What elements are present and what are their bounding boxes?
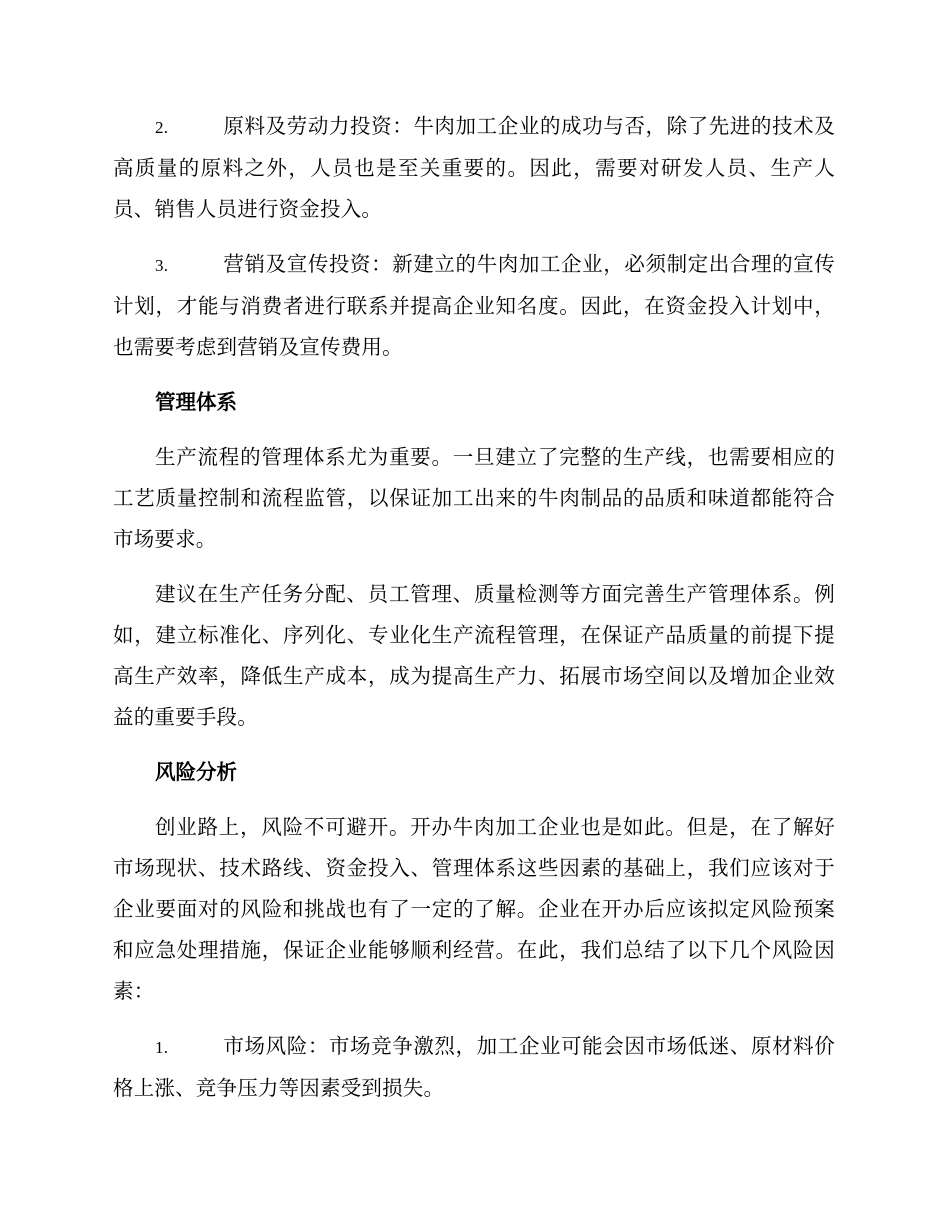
list-item-text: 原料及劳动力投资：牛肉加工企业的成功与否，除了先进的技术及高质量的原料之外，人员也是至关重要的。因此，需要对研发人员、生产人员、销售人员进行资金投入。 [113, 114, 835, 221]
list-number: 1. [155, 1038, 169, 1057]
list-item-text: 市场风险：市场竞争激烈，加工企业可能会因市场低迷、原材料价格上涨、竞争压力等因素受到损失。 [113, 1034, 835, 1100]
document-page [113, 106, 835, 1123]
list-item-risk-1 [113, 1026, 835, 1109]
section-heading-management: 管理体系 [155, 390, 237, 414]
paragraph-management-1: 生产流程的管理体系尤为重要。一旦建立了完整的生产线，也需要相应的工艺质量控制和流程监管，以保证加工出来的牛肉制品的品质和味道都能符合市场要求。 [113, 445, 835, 551]
list-item-investment-3 [113, 244, 835, 368]
paragraph-management-2: 建议在生产任务分配、员工管理、质量检测等方面完善生产管理体系。例如，建立标准化、序列化、专业化生产流程管理，在保证产品质量的前提下提高生产效率，降低生产成本，成为提高生产力、拓展市场空间以及增加企业效益的重要手段。 [113, 582, 835, 729]
list-number: 3. [155, 256, 169, 275]
paragraph-risk: 创业路上，风险不可避开。开办牛肉加工企业也是如此。但是，在了解好市场现状、技术路线、资金投入、管理体系这些因素的基础上，我们应该对于企业要面对的风险和挑战也有了一定的了解。企业在开办后应该拟定风险预案和应急处理措施，保证企业能够顺利经营。在此，我们总结了以下几个风险因素： [113, 815, 835, 1003]
section-heading-risk: 风险分析 [155, 760, 237, 784]
list-item-investment-2 [113, 106, 835, 230]
list-item-text: 营销及宣传投资：新建立的牛肉加工企业，必须制定出合理的宣传计划，才能与消费者进行联系并提高企业知名度。因此，在资金投入计划中，也需要考虑到营销及宣传费用。 [113, 252, 835, 359]
list-number: 2. [155, 118, 169, 137]
